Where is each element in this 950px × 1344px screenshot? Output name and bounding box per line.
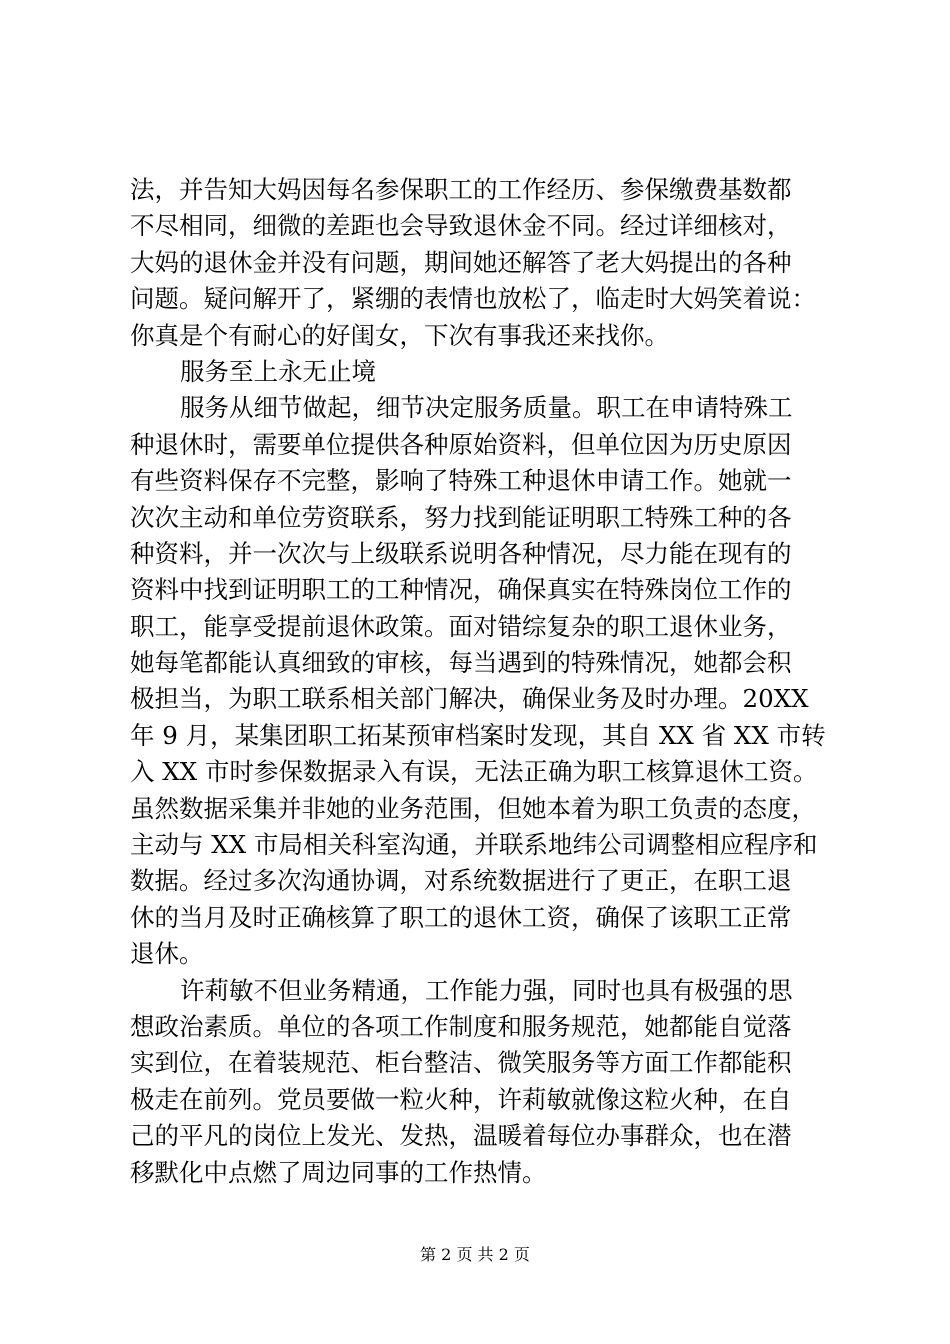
text-line: 有些资料保存不完整，影响了特殊工种退休申请工作。她就一 <box>130 466 792 496</box>
text-line: 种退休时，需要单位提供各种原始资料，但单位因为历史原因 <box>130 429 792 459</box>
text-line: 种资料，并一次次与上级联系说明各种情况，尽力能在现有的 <box>130 538 792 568</box>
text-line: 年 9 月，某集团职工拓某预审档案时发现，其自 XX 省 XX 市转 <box>130 720 826 750</box>
text-line: 想政治素质。单位的各项工作制度和服务规范，她都能自觉落 <box>130 1011 792 1041</box>
text-line: 她每笔都能认真细致的审核，每当遇到的特殊情况，她都会积 <box>130 648 792 678</box>
text-line: 职工，能享受提前退休政策。面对错综复杂的职工退休业务， <box>130 611 792 641</box>
text-line: 极担当，为职工联系相关部门解决，确保业务及时办理。20XX <box>130 684 809 714</box>
text-line: 不尽相同，细微的差距也会导致退休金不同。经过详细核对， <box>130 211 792 241</box>
text-line: 资料中找到证明职工的工种情况，确保真实在特殊岗位工作的 <box>130 575 792 605</box>
text-line: 法，并告知大妈因每名参保职工的工作经历、参保缴费基数都 <box>130 175 792 204</box>
text-line: 退休。 <box>130 939 204 969</box>
text-line: 己的平凡的岗位上发光、发热，温暖着每位办事群众，也在潜 <box>130 1121 792 1151</box>
section-heading-text: 服务至上永无止境 <box>180 356 376 386</box>
text-line: 虽然数据采集并非她的业务范围，但她本着为职工负责的态度， <box>130 793 816 823</box>
text-line: 服务从细节做起，细节决定服务质量。职工在申请特殊工 <box>180 393 793 423</box>
paragraph-service <box>130 390 830 972</box>
paragraph-continuation <box>130 172 830 354</box>
text-line: 许莉敏不但业务精通，工作能力强，同时也具有极强的思 <box>180 975 793 1005</box>
text-line: 实到位，在着装规范、柜台整洁、微笑服务等方面工作都能积 <box>130 1048 792 1078</box>
text-line: 大妈的退休金并没有问题，期间她还解答了老大妈提出的各种 <box>130 247 792 277</box>
text-line: 入 XX 市时参保数据录入有误，无法正确为职工核算退休工资。 <box>130 757 818 787</box>
text-line: 休的当月及时正确核算了职工的退休工资，确保了该职工正常 <box>130 902 792 932</box>
text-line: 主动与 XX 市局相关科室沟通，并联系地纬公司调整相应程序和 <box>130 830 818 860</box>
text-line: 问题。疑问解开了，紧绷的表情也放松了，临走时大妈笑着说： <box>130 284 816 314</box>
text-line: 移默化中点燃了周边同事的工作热情。 <box>130 1157 547 1187</box>
text-line: 数据。经过多次沟通协调，对系统数据进行了更正，在职工退 <box>130 866 792 896</box>
text-line: 你真是个有耐心的好闺女，下次有事我还来找你。 <box>130 320 669 350</box>
document-body <box>130 172 830 1191</box>
text-line: 极走在前列。党员要做一粒火种，许莉敏就像这粒火种，在自 <box>130 1084 792 1114</box>
text-line: 次次主动和单位劳资联系，努力找到能证明职工特殊工种的各 <box>130 502 792 532</box>
section-heading <box>130 354 830 390</box>
paragraph-political <box>130 973 830 1191</box>
page-number: 第 2 页 共 2 页 <box>420 1245 530 1264</box>
